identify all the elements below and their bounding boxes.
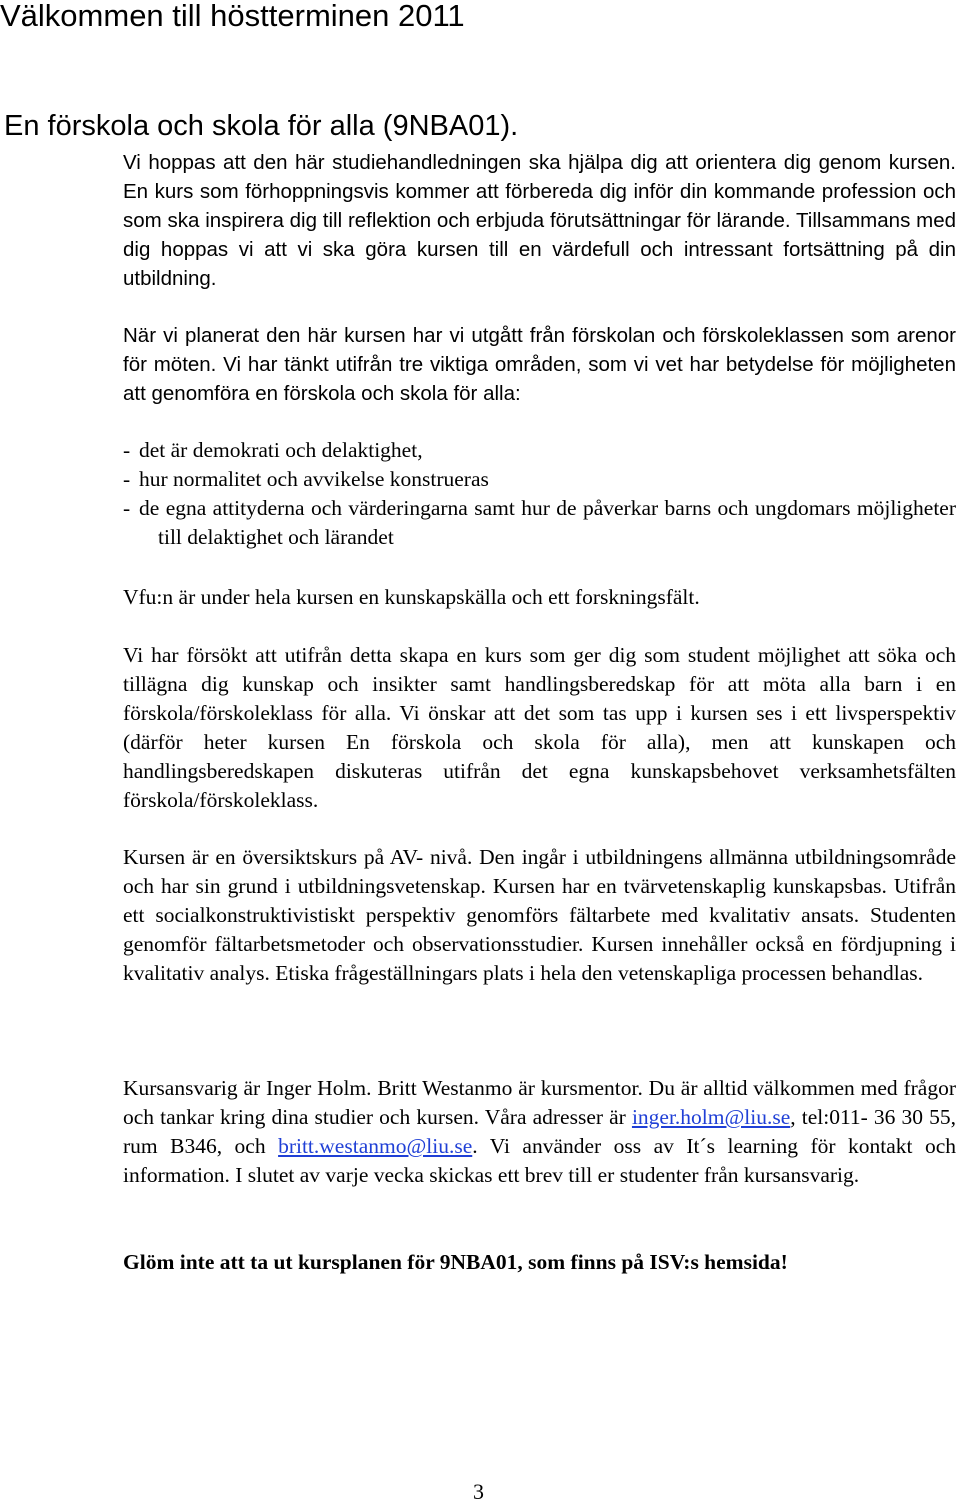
planning-paragraph: När vi planerat den här kursen har vi utgått från förskolan och förskoleklassen som arenor för möten. Vi har tänkt utifrån tre viktiga områden, som vi vet har betydelse för möjligheten att genomföra en förskola och skola för alla: bbox=[123, 324, 956, 405]
vfu-paragraph: Vfu:n är under hela kursen en kunskapskälla och ett forskningsfält. bbox=[123, 585, 700, 609]
contact-paragraph bbox=[123, 1074, 956, 1190]
contact-text-1: Kursansvarig är Inger Holm. Britt Westanmo är kursmentor. Du är alltid välkommen med frågor och tankar kring dina studier och kursen. Våra adresser är bbox=[123, 1076, 956, 1129]
attempt-paragraph: Vi har försökt att utifrån detta skapa en kurs som ger dig som student möjlighet att söka och tillägna dig kunskap och insikter samt handlingsberedskap för att möta alla barn i en förskola/förskoleklass för alla. Vi önskar att det som tas upp i kursen ses i ett livsperspektiv (därför heter kursen En förskola och skola för alla), men att kunskapen och handlingsberedskapen diskuteras utifrån det egna kunskapsbehovet verksamhetsfälten förskola/förskoleklass. bbox=[123, 643, 956, 812]
list-item-text: de egna attityderna och värderingarna samt hur de påverkar barns och ungdomars möjligheter till delaktighet och lärandet bbox=[139, 496, 956, 549]
list-item: - hur normalitet och avvikelse konstrueras bbox=[123, 467, 489, 491]
list-item-text: hur normalitet och avvikelse konstrueras bbox=[139, 467, 489, 491]
list-item: - det är demokrati och delaktighet, bbox=[123, 438, 423, 462]
page-number: 3 bbox=[473, 1479, 484, 1504]
list-item: - de egna attityderna och värderingarna samt hur de påverkar barns och ungdomars möjligheter till delaktighet och lärandet bbox=[123, 496, 956, 549]
inger-email-link[interactable]: inger.holm@liu.se bbox=[631, 1105, 791, 1129]
reminder-text: Glöm inte att ta ut kursplanen för 9NBA01, som finns på ISV:s hemsida! bbox=[123, 1250, 788, 1274]
contact-text-3: . Vi använder oss av It´s learning för kontakt och information. I slutet av varje vecka skickas ett brev till er studenter från kursansvarig. bbox=[123, 1134, 956, 1187]
overview-paragraph: Kursen är en översiktskurs på AV- nivå. Den ingår i utbildningens allmänna utbildningsområde och har sin grund i utbildningsvetenskap. Kursen har en tvärvetenskaplig kunskapsbas. Utifrån ett socialkonstruktivistiskt perspektiv genomförs fältarbete med kvalitativ ansats. Studenten genomför fältarbetsmetoder och observationsstudier. Kursen innehåller också en fördjupning i kvalitativ analys. Etiska frågeställningars plats i hela den vetenskapliga processen behandlas. bbox=[123, 845, 956, 985]
list-item-text: det är demokrati och delaktighet, bbox=[139, 438, 423, 462]
intro-paragraph: Vi hoppas att den här studiehandledningen ska hjälpa dig att orientera dig genom kursen. En kurs som förhoppningsvis kommer att förbereda dig inför din kommande profession och som ska inspirera dig till reflektion och erbjuda förutsättningar för lärande. Tillsammans med dig hoppas vi att vi ska göra kursen till en värdefull och intressant fortsättning på din utbildning. bbox=[123, 151, 956, 290]
areas-list bbox=[123, 436, 956, 552]
course-title: En förskola och skola för alla (9NBA01). bbox=[4, 110, 519, 142]
page-heading: Välkommen till höstterminen 2011 bbox=[0, 0, 465, 33]
contact-text-2: , tel:011- 36 30 55, rum B346, och bbox=[123, 1105, 957, 1158]
britt-email-link[interactable]: britt.westanmo@liu.se bbox=[278, 1134, 473, 1158]
